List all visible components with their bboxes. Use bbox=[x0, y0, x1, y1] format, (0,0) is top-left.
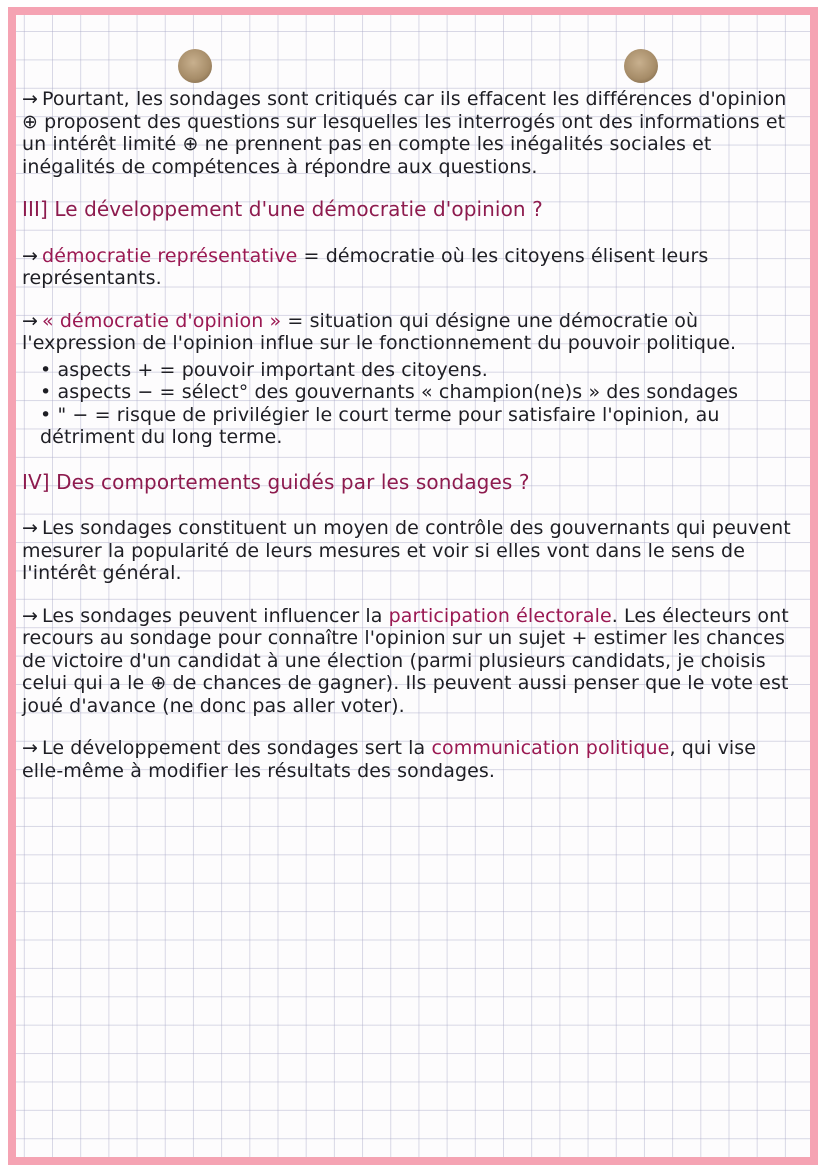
paragraph-text: Le développement des sondages sert la bbox=[42, 737, 432, 759]
definition-text: démocratie où les citoyens élisent leurs représentants. bbox=[22, 244, 709, 289]
aspect-text: = pouvoir important des citoyens. bbox=[159, 358, 488, 381]
paragraph-control bbox=[22, 517, 792, 585]
arrow-bullet-icon: → bbox=[22, 604, 39, 627]
binder-hole-left bbox=[178, 49, 212, 83]
aspect-text: = risque de privilégier le court terme pour satisfaire l'opinion, au détriment du long terme. bbox=[40, 403, 720, 448]
notes-content bbox=[22, 88, 792, 802]
aspects-list bbox=[22, 359, 792, 449]
section-3-heading: III] Le développement d'une démocratie d'opinion ? bbox=[22, 197, 543, 221]
intro-paragraph bbox=[22, 88, 792, 178]
highlight-term: communication politique bbox=[431, 737, 670, 759]
paragraph-text: . Les électeurs ont recours au sondage pour connaître l'opinion sur un sujet + estimer les chances de victoire d'un candidat à une élection (parmi plusieurs candidats, je choisis celui qui a le ⊕ de chances de gagner). Ils peuvent aussi penser que le vote est joué d'avance (ne donc pas aller voter). bbox=[22, 604, 789, 717]
paragraph-political-communication bbox=[22, 737, 792, 782]
paragraph-electoral-participation bbox=[22, 605, 792, 718]
arrow-bullet-icon: → bbox=[22, 309, 39, 332]
paragraph-text: Les sondages constituent un moyen de contrôle des gouvernants qui peuvent mesurer la popularité de leurs mesures et voir si elles vont dans le sens de l'intérêt général. bbox=[22, 517, 791, 584]
arrow-bullet-icon: → bbox=[22, 517, 39, 539]
equals-sign: = bbox=[281, 309, 310, 332]
term-opinion-democracy: « démocratie d'opinion » bbox=[42, 309, 282, 332]
definition-representative-democracy bbox=[22, 245, 792, 290]
aspect-label: • aspects − bbox=[40, 381, 154, 403]
arrow-bullet-icon: → bbox=[22, 737, 39, 759]
aspect-text: = sélect° des gouvernants « champion(ne)s » des sondages bbox=[159, 381, 739, 403]
binder-hole-right bbox=[624, 49, 658, 83]
aspect-item-negative-1 bbox=[40, 381, 792, 404]
definition-opinion-democracy bbox=[22, 310, 792, 355]
aspect-label: • " − bbox=[40, 403, 89, 426]
aspect-item-negative-2 bbox=[40, 404, 792, 449]
intro-text: Pourtant, les sondages sont critiqués car ils effacent les différences d'opinion ⊕ proposent des questions sur lesquelles les interrogés ont des informations et un intérêt limité ⊕ ne prennent pas en compte les inégalités sociales et inégalités de compétences à répondre aux questions. bbox=[22, 88, 787, 178]
highlight-term: participation électorale bbox=[388, 604, 612, 627]
aspect-item-positive bbox=[40, 359, 792, 382]
aspect-label: • aspects + bbox=[40, 358, 154, 381]
equals-sign: = bbox=[297, 244, 326, 267]
paragraph-text: , qui vise elle-même à modifier les résultats des sondages. bbox=[22, 737, 757, 782]
arrow-bullet-icon: → bbox=[22, 244, 39, 267]
term-representative-democracy: démocratie représentative bbox=[42, 244, 298, 267]
section-4-heading: IV] Des comportements guidés par les sondages ? bbox=[22, 469, 530, 494]
arrow-bullet-icon: → bbox=[22, 88, 39, 110]
paragraph-text: Les sondages peuvent influencer la bbox=[42, 604, 389, 627]
definition-text: situation qui désigne une démocratie où l'expression de l'opinion influe sur le fonctionnement du pouvoir politique. bbox=[22, 309, 737, 354]
